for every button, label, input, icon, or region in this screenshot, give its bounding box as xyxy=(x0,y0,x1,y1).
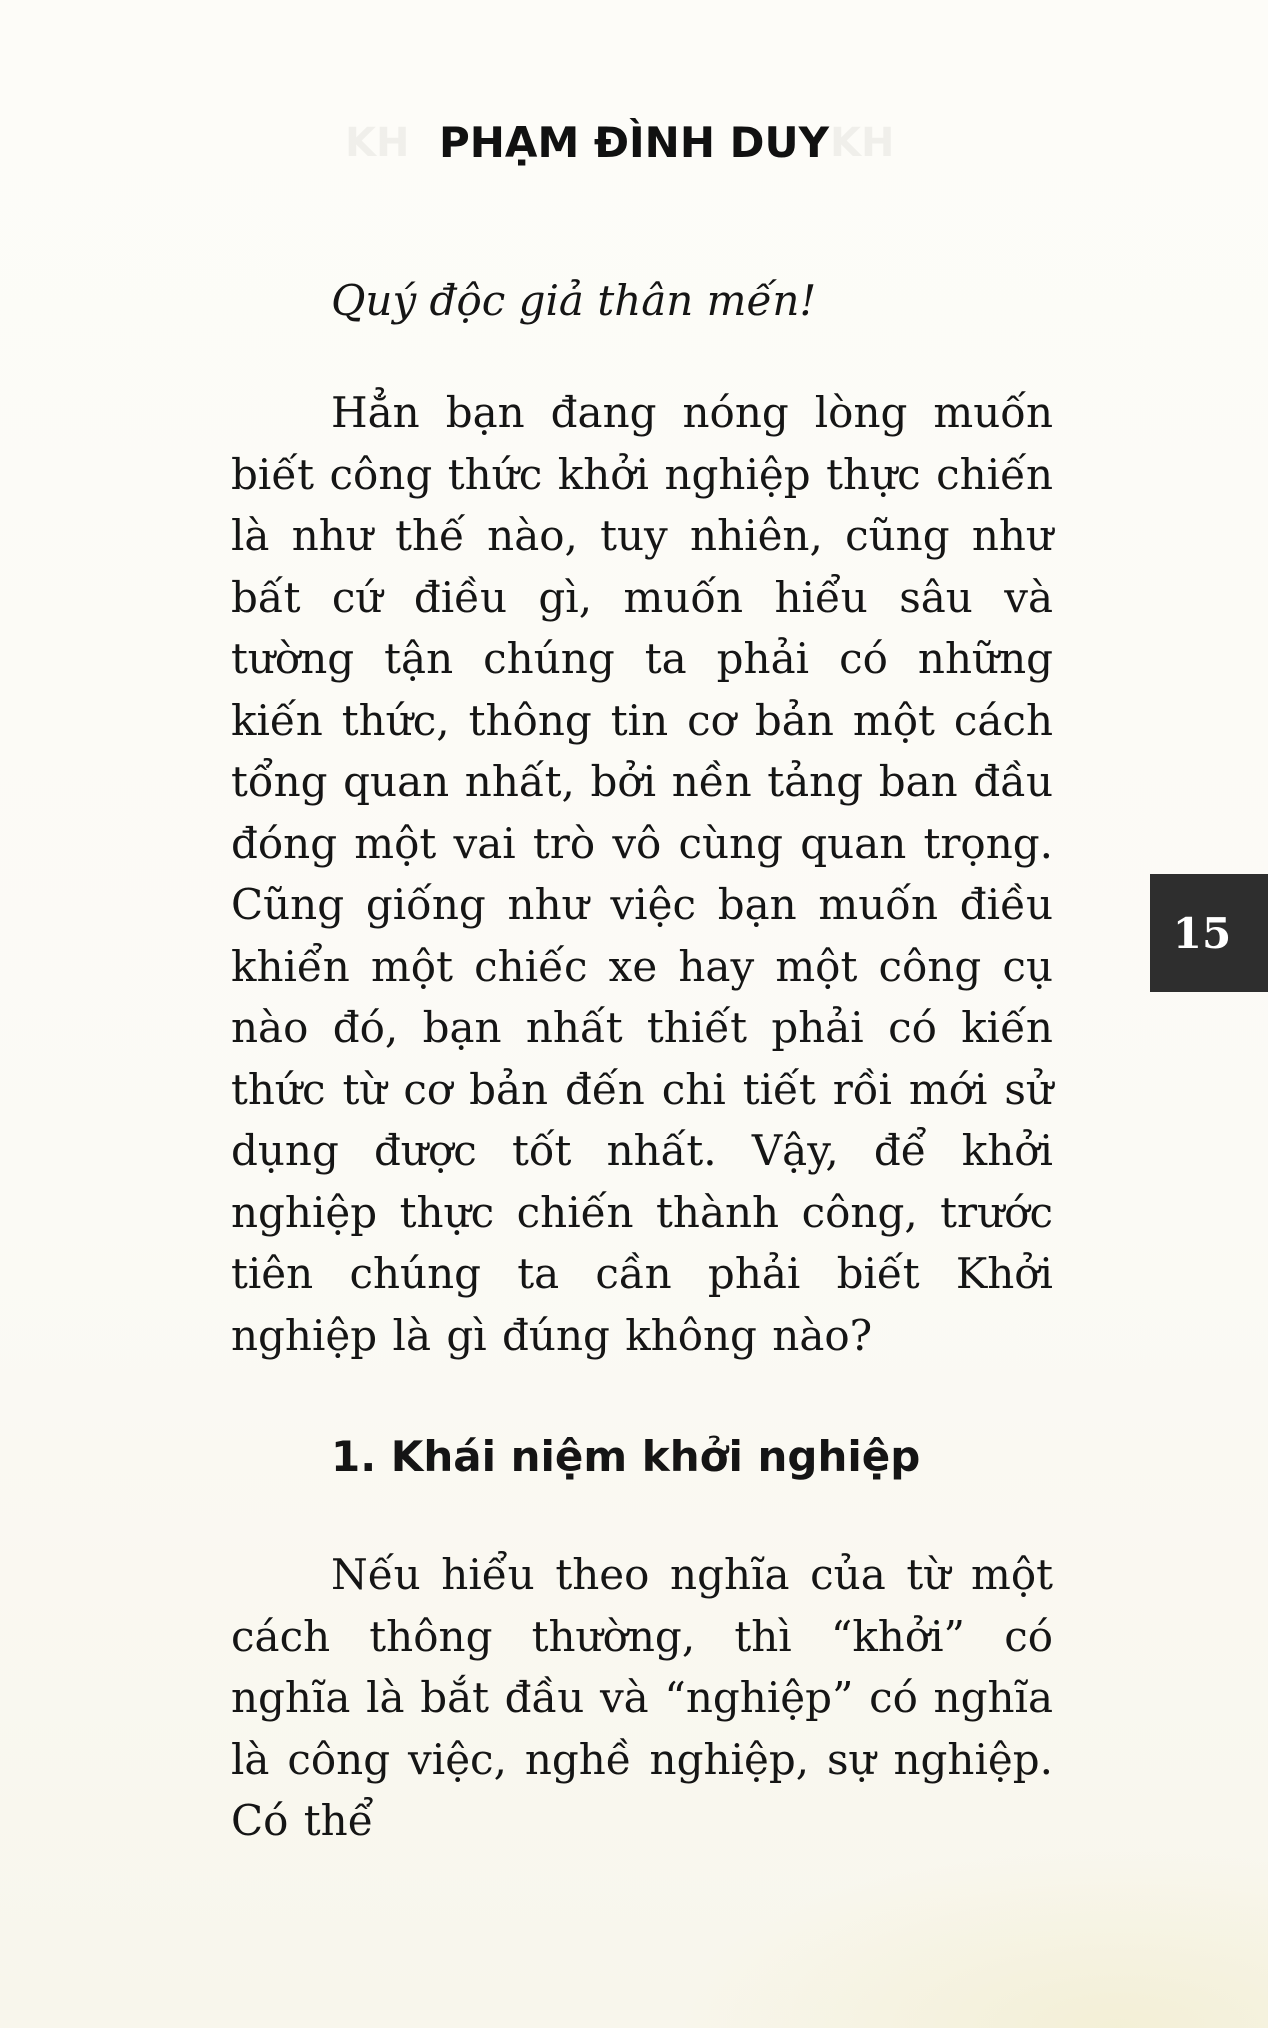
running-header-author: PHẠM ĐÌNH DUY xyxy=(439,118,829,167)
section-heading: 1. Khái niệm khởi nghiệp xyxy=(331,1432,921,1481)
greeting: Quý độc giả thân mến! xyxy=(331,276,817,325)
page-number-tab xyxy=(1150,874,1268,992)
definition-paragraph: Nếu hiểu theo nghĩa của từ một cách thông thường, thì “khởi” có nghĩa là bắt đầu và “nghiệp” có nghĩa là công việc, nghề nghiệp, sự nghiệp. Có thể xyxy=(231,1550,1053,1845)
bleed-through-text-left: KH xyxy=(345,120,410,166)
page-number: 15 xyxy=(1172,908,1232,958)
intro-paragraph: Hẳn bạn đang nóng lòng muốn biết công thức khởi nghiệp thực chiến là như thế nào, tuy nhiên, cũng như bất cứ điều gì, muốn hiểu sâu và tường tận chúng ta phải có những kiến thức, thông tin cơ bản một cách tổng quan nhất, bởi nền tảng ban đầu đóng một vai trò vô cùng quan trọng. Cũng giống như việc bạn muốn điều khiển một chiếc xe hay một công cụ nào đó, bạn nhất thiết phải có kiến thức từ cơ bản đến chi tiết rồi mới sử dụng được tốt nhất. Vậy, để khởi nghiệp thực chiến thành công, trước tiên chúng ta cần phải biết Khởi nghiệp là gì đúng không nào? xyxy=(231,388,1053,1360)
page-content xyxy=(231,270,1053,1852)
paper-shading xyxy=(668,1848,1268,2028)
bleed-through-text-right: KH xyxy=(830,120,895,166)
